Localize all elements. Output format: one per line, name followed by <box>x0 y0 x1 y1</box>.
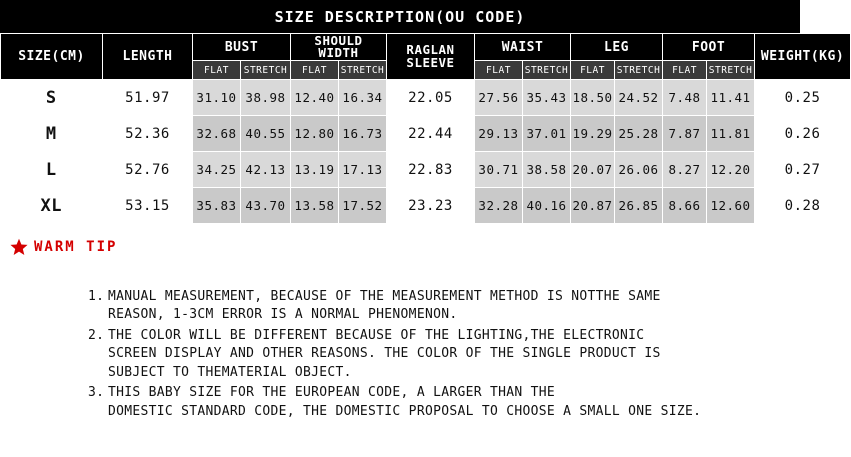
cell-waist-flat: 27.56 <box>475 80 523 116</box>
warm-tip-label: WARM TIP <box>34 239 118 255</box>
note-marker: 1. <box>88 289 105 304</box>
cell-waist-flat: 30.71 <box>475 152 523 188</box>
header-shoulder-width: SHOULD WIDTH <box>291 34 387 61</box>
note-line: DOMESTIC STANDARD CODE, THE DOMESTIC PROPOSAL TO CHOOSE A SMALL ONE SIZE. <box>108 403 702 419</box>
cell-leg-stretch: 26.85 <box>615 188 663 224</box>
cell-shoulder-stretch: 17.13 <box>339 152 387 188</box>
table-row <box>1 188 851 224</box>
cell-length: 52.76 <box>103 152 193 188</box>
cell-length: 51.97 <box>103 80 193 116</box>
cell-weight: 0.27 <box>755 152 851 188</box>
subheader-bust-stretch: STRETCH <box>241 61 291 80</box>
cell-waist-stretch: 37.01 <box>523 116 571 152</box>
list-item <box>88 384 778 421</box>
cell-foot-stretch: 11.41 <box>707 80 755 116</box>
cell-bust-flat: 35.83 <box>193 188 241 224</box>
cell-size: M <box>1 116 103 152</box>
note-line: THE COLOR WILL BE DIFFERENT BECAUSE OF THE LIGHTING,THE ELECTRONIC <box>108 327 645 343</box>
cell-length: 52.36 <box>103 116 193 152</box>
cell-shoulder-flat: 12.40 <box>291 80 339 116</box>
cell-waist-stretch: 35.43 <box>523 80 571 116</box>
cell-leg-flat: 20.07 <box>571 152 615 188</box>
cell-shoulder-flat: 12.80 <box>291 116 339 152</box>
cell-raglan-sleeve: 22.44 <box>387 116 475 152</box>
table-row <box>1 152 851 188</box>
cell-foot-flat: 8.66 <box>663 188 707 224</box>
header-size: SIZE(CM) <box>1 34 103 80</box>
list-item <box>88 288 778 325</box>
cell-foot-flat: 7.87 <box>663 116 707 152</box>
cell-size: L <box>1 152 103 188</box>
cell-bust-flat: 31.10 <box>193 80 241 116</box>
subheader-bust-flat: FLAT <box>193 61 241 80</box>
cell-foot-stretch: 11.81 <box>707 116 755 152</box>
note-body <box>108 288 778 325</box>
table-row <box>1 116 851 152</box>
header-leg: LEG <box>571 34 663 61</box>
cell-weight: 0.26 <box>755 116 851 152</box>
note-line: SUBJECT TO THEMATERIAL OBJECT. <box>108 364 352 380</box>
cell-waist-stretch: 40.16 <box>523 188 571 224</box>
cell-bust-flat: 34.25 <box>193 152 241 188</box>
header-weight: WEIGHT(KG) <box>755 34 851 80</box>
cell-size: XL <box>1 188 103 224</box>
cell-shoulder-stretch: 17.52 <box>339 188 387 224</box>
header-length: LENGTH <box>103 34 193 80</box>
subheader-foot-stretch: STRETCH <box>707 61 755 80</box>
subheader-leg-flat: FLAT <box>571 61 615 80</box>
cell-raglan-sleeve: 22.05 <box>387 80 475 116</box>
cell-raglan-sleeve: 22.83 <box>387 152 475 188</box>
cell-shoulder-flat: 13.58 <box>291 188 339 224</box>
note-line: MANUAL MEASUREMENT, BECAUSE OF THE MEASUREMENT METHOD IS NOTTHE SAME <box>108 289 661 304</box>
cell-shoulder-flat: 13.19 <box>291 152 339 188</box>
note-marker: 3. <box>88 385 105 401</box>
header-bust: BUST <box>193 34 291 61</box>
table-row <box>1 80 851 116</box>
cell-waist-flat: 32.28 <box>475 188 523 224</box>
cell-shoulder-stretch: 16.73 <box>339 116 387 152</box>
cell-bust-stretch: 40.55 <box>241 116 291 152</box>
list-item <box>88 327 778 382</box>
cell-foot-flat: 7.48 <box>663 80 707 116</box>
cell-bust-stretch: 43.70 <box>241 188 291 224</box>
note-line: REASON, 1-3CM ERROR IS A NORMAL PHENOMENON. <box>108 307 458 323</box>
notes-list <box>88 288 778 423</box>
cell-leg-flat: 19.29 <box>571 116 615 152</box>
subheader-shoulder-flat: FLAT <box>291 61 339 80</box>
cell-leg-stretch: 24.52 <box>615 80 663 116</box>
cell-leg-flat: 18.50 <box>571 80 615 116</box>
cell-leg-stretch: 25.28 <box>615 116 663 152</box>
star-icon <box>10 238 28 256</box>
cell-waist-stretch: 38.58 <box>523 152 571 188</box>
subheader-shoulder-stretch: STRETCH <box>339 61 387 80</box>
cell-leg-flat: 20.87 <box>571 188 615 224</box>
cell-raglan-sleeve: 23.23 <box>387 188 475 224</box>
note-line: THIS BABY SIZE FOR THE EUROPEAN CODE, A LARGER THAN THE <box>108 385 555 401</box>
size-description-table <box>0 33 851 224</box>
cell-bust-flat: 32.68 <box>193 116 241 152</box>
cell-shoulder-stretch: 16.34 <box>339 80 387 116</box>
note-body <box>108 327 778 382</box>
table-body <box>1 80 851 224</box>
table-header-main <box>1 34 851 61</box>
cell-bust-stretch: 42.13 <box>241 152 291 188</box>
cell-weight: 0.28 <box>755 188 851 224</box>
header-waist: WAIST <box>475 34 571 61</box>
subheader-leg-stretch: STRETCH <box>615 61 663 80</box>
note-line: SCREEN DISPLAY AND OTHER REASONS. THE COLOR OF THE SINGLE PRODUCT IS <box>108 346 661 362</box>
cell-foot-stretch: 12.60 <box>707 188 755 224</box>
subheader-waist-stretch: STRETCH <box>523 61 571 80</box>
note-marker: 2. <box>88 327 105 343</box>
note-body <box>108 384 778 421</box>
warm-tip <box>10 238 117 256</box>
cell-size: S <box>1 80 103 116</box>
cell-leg-stretch: 26.06 <box>615 152 663 188</box>
cell-weight: 0.25 <box>755 80 851 116</box>
cell-waist-flat: 29.13 <box>475 116 523 152</box>
header-foot: FOOT <box>663 34 755 61</box>
subheader-waist-flat: FLAT <box>475 61 523 80</box>
cell-bust-stretch: 38.98 <box>241 80 291 116</box>
subheader-foot-flat: FLAT <box>663 61 707 80</box>
cell-foot-flat: 8.27 <box>663 152 707 188</box>
cell-length: 53.15 <box>103 188 193 224</box>
header-raglan-sleeve: RAGLAN SLEEVE <box>387 34 475 80</box>
cell-foot-stretch: 12.20 <box>707 152 755 188</box>
page-title: SIZE DESCRIPTION(OU CODE) <box>0 0 800 33</box>
